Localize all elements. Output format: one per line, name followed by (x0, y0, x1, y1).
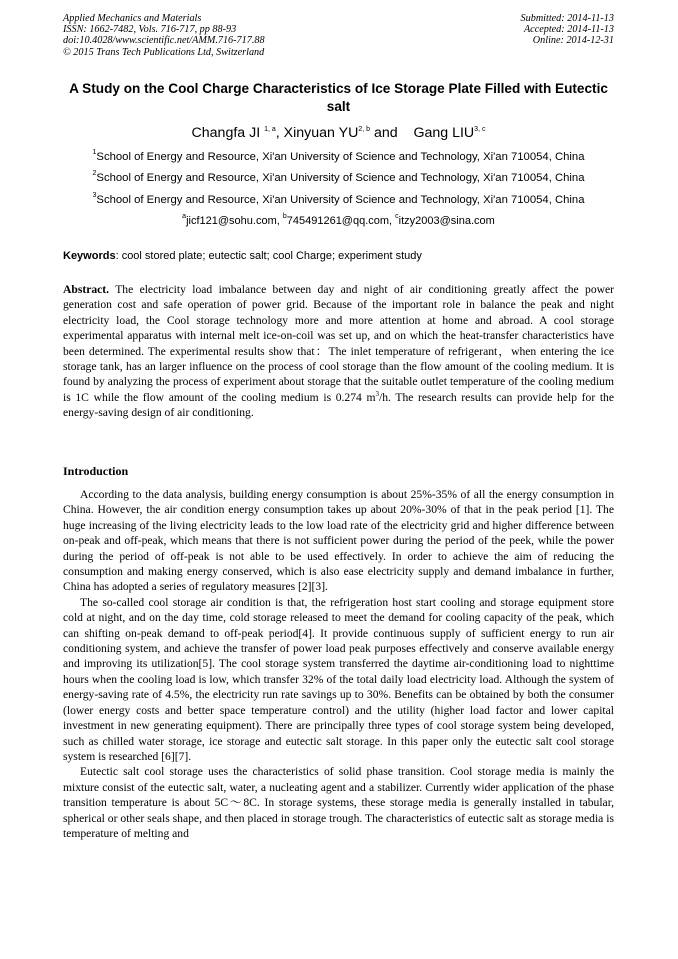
publication-dates (521, 13, 614, 47)
paper-title: A Study on the Cool Charge Characteristics of Ice Storage Plate Filled with Eutectic salt (69, 81, 608, 114)
introduction-body (63, 487, 614, 841)
author-emails (63, 214, 614, 228)
email-link[interactable]: itzy2003@sina.com (398, 215, 495, 227)
author-marker: 2, b (358, 126, 371, 133)
affiliation-marker: 2 (92, 170, 97, 177)
email-link[interactable]: 745491261@qq.com, (286, 215, 396, 227)
affiliation (63, 150, 614, 164)
abstract-text: The electricity load imbalance between day and night of air conditioning greatly affect the power generation cost and safe operation of power grid. Because of the important role in balance the peak and night electricity load, the Cool storage technology more and more attention at home and abroad. A cool storage experimental apparatus with internal melt ice-on-coil was set up, and on which the heat-transfer characteristics have been determined. The experimental results show that：The inlet temperature of refrigerant，when entering the ice storage tank, has an larger influence on the process of cool storage than the flow amount of the cooling medium. It is found by analyzing the process of experiment about storage that the suitable outlet temperature of the cooling medium is 1C while the flow amount of the cooling medium is 0.274 m (63, 283, 614, 404)
affiliation-text: School of Energy and Resource, Xi'an University of Science and Technology, Xi'an 710054, China (96, 151, 585, 163)
affiliation-text: School of Energy and Resource, Xi'an University of Science and Technology, Xi'an 710054, China (96, 172, 585, 184)
keywords-label: Keywords (63, 250, 116, 262)
unit-superscript: 3 (375, 389, 379, 398)
abstract-text: /h. The research results can provide help for the energy-saving design of air conditioning. (63, 390, 614, 420)
copyright-line: © 2015 Trans Tech Publications Ltd, Switzerland (63, 46, 265, 58)
author-marker: 3, c (474, 126, 486, 133)
keywords (63, 249, 614, 263)
paragraph: According to the data analysis, building energy consumption is about 25%-35% of all the energy consumption in China. However, the air condition energy consumption takes up about 20%-30% of that in the peak period [1]. The huge increasing of the living electricity leads to the low load rate of the electricity grid and higher difference between on-peak and off-peak, which means that there is not sufficient power during the period of the peek, while the power during the period of off-peak is not able to be used effectively. In order to achieve the aim of reducing the consumption and making energy conserved, which is also ease electricity supply and demand imbalance in further, China has adopted a series of regulatory measures [2][3]. (63, 488, 614, 594)
affiliation-text: School of Energy and Resource, Xi'an University of Science and Technology, Xi'an 710054, China (96, 194, 585, 206)
paragraph: Eutectic salt cool storage uses the characteristics of solid phase transition. Cool storage media is mainly the mixture consist of the eutectic salt, water, a nucleating agent and a stabilizer. Currently wider application of the phase transition temperature is about 5C～8C. In storage systems, these storage media is generally installed in tabular, spherical or other seals shape, and then placed in storage trough. The characteristics of eutectic salt as storage media is temperature of melting and (63, 765, 614, 840)
introduction-heading: Introduction (63, 464, 129, 478)
affiliation (63, 193, 614, 207)
email-marker: b (282, 213, 287, 220)
author-separator: and (370, 125, 414, 141)
author-name: Changfa JI (191, 125, 261, 141)
submitted-date: Submitted: 2014-11-13 (520, 13, 614, 24)
online-date: Online: 2014-12-31 (532, 35, 614, 47)
author-list (63, 124, 614, 142)
author-marker: 1, a (264, 126, 276, 133)
issn-line: ISSN: 1662-7482, Vols. 716-717, pp 88-93 (63, 24, 237, 36)
paragraph: The so-called cool storage air condition is that, the refrigeration host start cooling and storage equipment store cold at night, and on the day time, cold storage released to meet the demand for cooling capacity of the peak, which can shifting on-peak demand to off-peak period[4]. It provide continuous supply of sufficient energy to run air conditioning system, and achieve the transfer of power load peak purposes effectively and conserve available energy and improving its utilization[5]. The cool storage system transferred the daytime air-conditioning load to nighttime hours when the cooling load is low, which transfer 32% of the total daily load electricity load. Although the system of energy-saving rate of 4.5%, the electricity run rate savings up to 30%. Benefits can be obtained by both the consumer (lower energy costs and better space temperature control) and the utility (higher load factor and lower capital investment in new generating equipment). There are principally three types of cool storage system being developed, such as chilled water storage, ice storage and eutectic salt storage. In this paper only the eutectic salt cool storage system is researched [6][7]. (63, 595, 614, 763)
email-link[interactable]: jicf121@sohu.com, (186, 215, 283, 227)
keywords-text: : cool stored plate; eutectic salt; cool Charge; experiment study (115, 250, 422, 262)
abstract-label: Abstract. (63, 283, 110, 296)
accepted-date: Accepted: 2014-11-13 (523, 24, 614, 36)
email-marker: a (182, 213, 187, 220)
author-name: , Xinyuan YU (275, 125, 359, 141)
doi-line[interactable]: doi:10.4028/www.scientific.net/AMM.716-717.88 (63, 35, 265, 47)
journal-name: Applied Mechanics and Materials (63, 13, 202, 24)
email-marker: c (395, 213, 399, 220)
affiliation-marker: 3 (92, 192, 97, 199)
journal-info (63, 13, 265, 58)
author-name: Gang LIU (413, 125, 475, 141)
affiliation-marker: 1 (92, 149, 97, 156)
affiliation (63, 171, 614, 185)
abstract (63, 282, 614, 421)
